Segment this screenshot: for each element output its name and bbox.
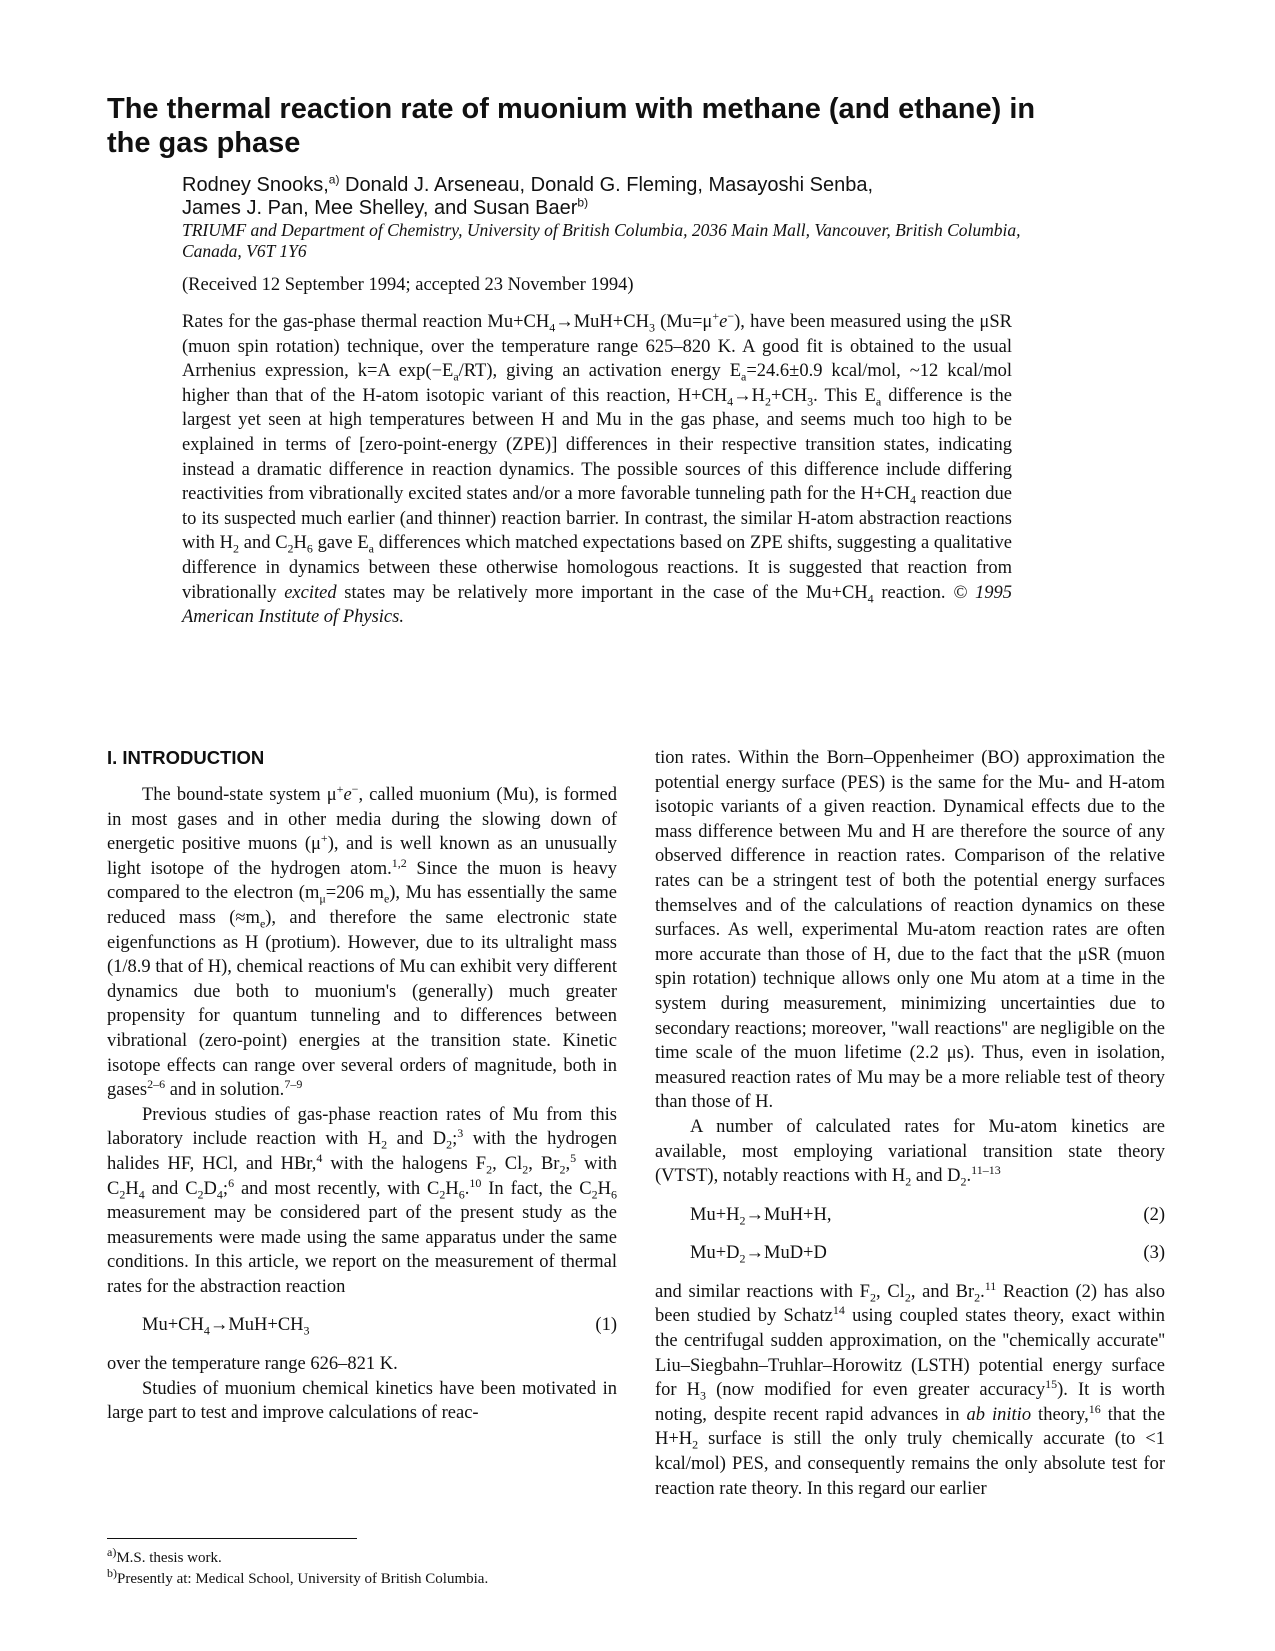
paragraph: over the temperature range 626–821 K. bbox=[107, 1354, 398, 1375]
left-column bbox=[107, 746, 617, 1426]
equation-number: (1) bbox=[595, 1315, 617, 1336]
author-list bbox=[182, 174, 1002, 220]
paper-title: The thermal reaction rate of muonium with methane (and ethane) in the gas phase bbox=[107, 93, 1036, 159]
footnotes bbox=[107, 1545, 667, 1590]
abstract: Rates for the gas-phase thermal reaction $Mu+CH_4\to MuH+CH_3$ (Mu=μ+e−), have been measured using the μSR (muon spin rotation) technique, over the temperature range 625–820 K. A good fit is obtained to the usual Arrhenius expression, k=A $\exp(-E_a/RT)$, giving an activation energy $E_a=24.6\pm 0.9$ kcal/mol, ~12 kcal/mol higher than that of the H-atom isotopic variant of this reaction, $H+CH_4\to H_2+CH_3$. This $E_a$ difference is the largest yet seen at high temperatures between H and Mu in the gas phase, and seems much too high to be explained in terms of [zero-point-energy (ZPE)] differences in their respective transition states, indicating instead a dramatic difference in reaction dynamics. The possible sources of this difference include differing reactivities from vibrationally excited states and/or a more favorable tunneling path for the $H+CH_4$ reaction due to its suspected much earlier (and thinner) reaction barrier. In contrast, the similar H-atom abstraction reactions with $H_2$ and $C_2H_6$ gave $E_a$ differences which matched expectations based on ZPE shifts, suggesting a qualitative difference in dynamics between these otherwise homologous reactions. It is suggested that reaction from vibrationally excited states may be relatively more important in the case of the $Mu+CH_4$ reaction. © 1995 American Institute of Physics. bbox=[182, 308, 1013, 628]
affiliation: TRIUMF and Department of Chemistry, University of British Columbia, 2036 Main Mall, Vancouver, British Columbia, Canada, V6T 1Y6 bbox=[182, 220, 1021, 261]
paragraph: The bound-state system μ+e−, called muonium (Mu), is formed in most gases and in other media during the slowing down of energetic positive muons (μ+), and is well known as an unusually light isotope of the hydrogen atom.$^{1,2}$ Since the muon is heavy compared to the electron ($m_\mu=206$ $m_e$), Mu has essentially the same reduced mass $(\approx m_e)$, and therefore the same electronic state eigenfunctions as H (protium). However, due to its ultralight mass (1/8.9 that of H), chemical reactions of Mu can exhibit very different dynamics due both to muonium's (generally) much greater propensity for quantum tunneling and to differences between vibrational (zero-point) energies at the transition state. Kinetic isotope effects can range over several orders of magnitude, both in gases$^{2-6}$ and in solution.$^{7-9}$ bbox=[107, 781, 617, 1101]
paragraph: and similar reactions with $F_2$, $Cl_2$, and $Br_2.^{11}$ Reaction (2) has also been studied by Schatz$^{14}$ using coupled states theory, exact within the centrifugal sudden approximation, on the ''chemically accurate'' Liu–Siegbahn–Truhlar–Horowitz (LSTH) potential energy surface for $H_3$ (now modified for even greater accuracy$^{15}$). It is worth noting, despite recent rapid advances in ab initio theory,$^{16}$ that the $H+H_2$ surface is still the only truly chemically accurate (to <1 kcal/mol) PES, and consequently remains the only absolute test for reaction rate theory. In this regard our earlier bbox=[655, 1278, 1166, 1499]
right-column bbox=[655, 746, 1165, 1501]
footnote-divider bbox=[107, 1538, 357, 1539]
footnote-a: $^{a)}$M.S. thesis work. bbox=[107, 1545, 222, 1566]
equation-number: (2) bbox=[1143, 1204, 1165, 1225]
equation-1: $Mu+CH_4\to MuH+CH_3$ (1) bbox=[142, 1315, 617, 1339]
author-footnote-mark: a) bbox=[328, 172, 340, 187]
equation-2: $Mu+H_2\to MuH+H$, (2) bbox=[690, 1204, 1165, 1228]
author-footnote-mark: b) bbox=[577, 195, 589, 210]
received-dates: (Received 12 September 1994; accepted 23 November 1994) bbox=[182, 275, 634, 295]
author-text: Rodney Snooks, bbox=[182, 174, 329, 196]
paragraph: A number of calculated rates for Mu-atom kinetics are available, most employing variational transition state theory (VTST), notably reactions with $H_2$ and $D_2.^{11-13}$ bbox=[655, 1116, 1165, 1189]
equation-3: $Mu+D_2\to MuD+D$ (3) bbox=[690, 1243, 1165, 1266]
section-heading: I. INTRODUCTION bbox=[107, 747, 265, 768]
equation-number: (3) bbox=[1143, 1243, 1165, 1264]
author-text: James J. Pan, Mee Shelley, and Susan Baer bbox=[182, 197, 578, 219]
paragraph: Previous studies of gas-phase reaction rates of Mu from this laboratory include reaction with $H_2$ and $D_2;^3$ with the hydrogen halides HF, HCl, and HBr,$^4$ with the halogens $F_2$, $Cl_2$, $Br_2,^5$ with $C_2H_4$ and $C_2D_4;^6$ and most recently, with $C_2H_6.^{10}$ In fact, the $C_2H_6$ measurement may be considered part of the present study as the measurements were made using the same apparatus under the same conditions. In this article, we report on the measurement of thermal rates for the abstraction reaction bbox=[107, 1104, 618, 1297]
author-text: Donald J. Arseneau, Donald G. Fleming, Masayoshi Senba, bbox=[339, 174, 874, 196]
paragraph: Studies of muonium chemical kinetics have been motivated in large part to test and improve calculations of reac- bbox=[107, 1378, 617, 1424]
footnote-b: $^{b)}$Presently at: Medical School, University of British Columbia. bbox=[107, 1566, 489, 1587]
paragraph: tion rates. Within the Born–Oppenheimer (BO) approximation the potential energy surface (PES) is the same for the Mu- and H-atom isotopic variants of a given reaction. Dynamical effects due to the mass difference between Mu and H are therefore the source of any observed difference in reaction rates. Comparison of the relative rates can be a stringent test of both the potential energy surfaces themselves and of the calculations of reaction dynamics on these surfaces. As well, experimental Mu-atom reaction rates are often more accurate than those of H, due to the fact that the μSR (muon spin rotation) technique allows only one Mu atom at a time in the system during measurement, minimizing uncertainties due to secondary reactions; moreover, ''wall reactions'' are negligible on the time scale of the muon lifetime (2.2 μs). Thus, even in isolation, measured reaction rates of Mu may be a more reliable test of theory than those of H. bbox=[655, 748, 1165, 1113]
